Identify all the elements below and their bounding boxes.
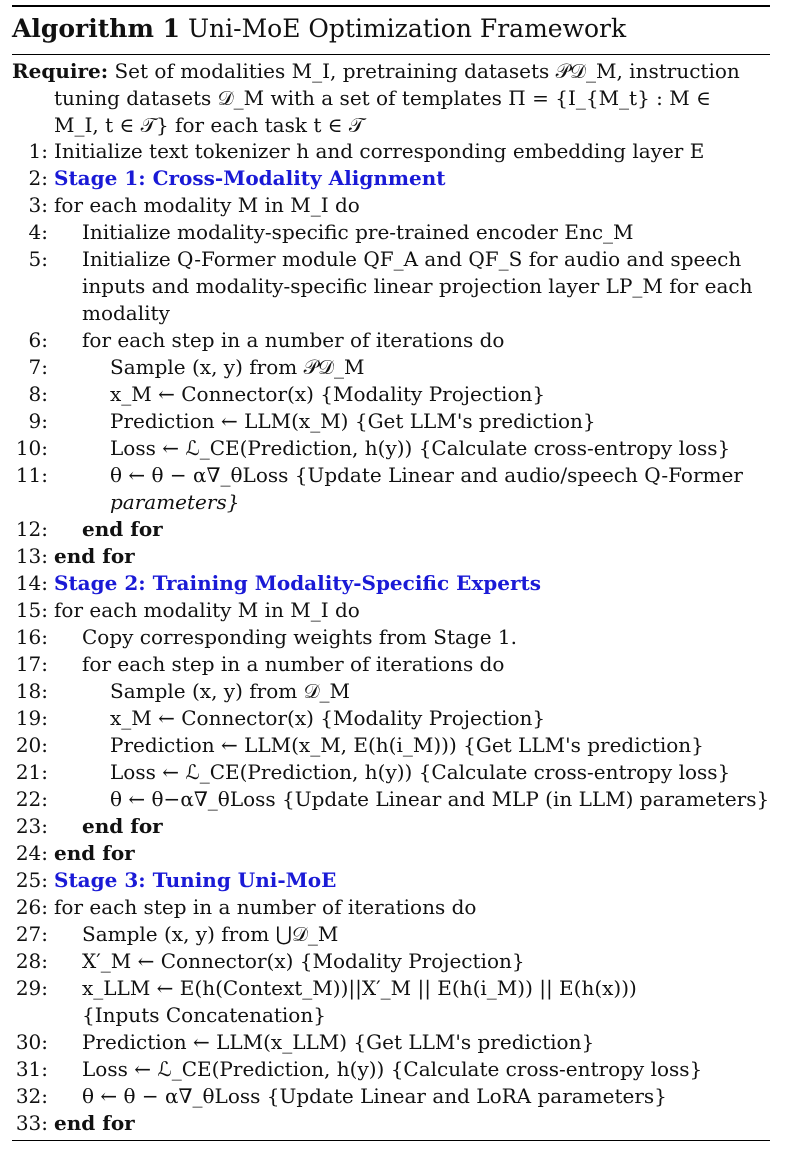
step-line: {Inputs Concatenation} xyxy=(82,1003,326,1027)
algorithm-label: Algorithm 1 xyxy=(12,14,180,43)
line-number: 7: xyxy=(28,355,48,379)
step-text: x_M ← Connector(x) {Modality Projection} xyxy=(110,382,546,406)
line-number: 5: xyxy=(28,247,48,271)
step-15 xyxy=(12,597,770,624)
step-29 xyxy=(12,975,770,1029)
line-number: 10: xyxy=(15,436,48,460)
stage-heading: Stage 3: Tuning Uni-MoE xyxy=(54,868,337,892)
step-text: end for xyxy=(82,814,163,838)
stage-heading: Stage 1: Cross-Modality Alignment xyxy=(54,166,446,190)
step-text: θ ← θ−α∇_θLoss {Update Linear and MLP (in LLM) parameters} xyxy=(110,787,770,811)
line-number: 19: xyxy=(15,706,48,730)
line-number: 2: xyxy=(28,166,48,190)
line-number: 28: xyxy=(15,949,48,973)
step-10 xyxy=(12,435,770,462)
line-number: 17: xyxy=(15,652,48,676)
step-line: parameters} xyxy=(110,490,240,514)
step-text: end for xyxy=(54,544,135,568)
algorithm-caption xyxy=(12,12,770,46)
step-18 xyxy=(12,678,770,705)
line-number: 30: xyxy=(15,1030,48,1054)
line-number: 33: xyxy=(15,1111,48,1135)
step-6 xyxy=(12,327,770,354)
step-8 xyxy=(12,381,770,408)
step-text: θ ← θ − α∇_θLoss {Update Linear and LoRA parameters} xyxy=(82,1084,667,1108)
line-number: 27: xyxy=(15,922,48,946)
line-number: 22: xyxy=(15,787,48,811)
step-text xyxy=(110,462,770,516)
line-number: 1: xyxy=(28,139,48,163)
step-22 xyxy=(12,786,770,813)
line-number: 11: xyxy=(15,463,48,487)
step-2 xyxy=(12,165,770,192)
step-9 xyxy=(12,408,770,435)
step-line: Initialize Q-Former module QF_A and QF_S for audio and speech xyxy=(82,247,742,271)
step-30 xyxy=(12,1029,770,1056)
step-12 xyxy=(12,516,770,543)
step-line: inputs and modality-specific linear projection layer LP_M for each xyxy=(82,274,753,298)
step-1 xyxy=(12,138,770,165)
step-16 xyxy=(12,624,770,651)
step-text: Sample (x, y) from 𝒫𝒟_M xyxy=(110,355,365,379)
step-31 xyxy=(12,1056,770,1083)
step-23 xyxy=(12,813,770,840)
step-line: θ ← θ − α∇_θLoss {Update Linear and audio/speech Q-Former xyxy=(110,463,743,487)
step-4 xyxy=(12,219,770,246)
line-number: 14: xyxy=(15,571,48,595)
line-number: 25: xyxy=(15,868,48,892)
step-text: end for xyxy=(54,841,135,865)
step-text: Initialize modality-specific pre-trained encoder Enc_M xyxy=(82,220,634,244)
step-17 xyxy=(12,651,770,678)
line-number: 8: xyxy=(28,382,48,406)
step-line: modality xyxy=(82,301,170,325)
algorithm-title: Uni-MoE Optimization Framework xyxy=(187,14,627,43)
step-text: for each step in a number of iterations do xyxy=(82,328,505,352)
line-number: 16: xyxy=(15,625,48,649)
step-13 xyxy=(12,543,770,570)
step-28 xyxy=(12,948,770,975)
step-text: end for xyxy=(54,1111,135,1135)
step-text: Sample (x, y) from 𝒟_M xyxy=(110,679,351,703)
step-text xyxy=(82,246,770,327)
step-text: for each step in a number of iterations do xyxy=(54,895,477,919)
step-text: Loss ← ℒ_CE(Prediction, h(y)) {Calculate cross-entropy loss} xyxy=(110,760,731,784)
step-line: x_LLM ← E(h(Context_M))||X′_M || E(h(i_M)) || E(h(x))) xyxy=(82,976,637,1000)
step-text: Loss ← ℒ_CE(Prediction, h(y)) {Calculate cross-entropy loss} xyxy=(110,436,731,460)
require-line: tuning datasets 𝒟_M with a set of templates Π = {I_{M_t} : M ∈ xyxy=(54,86,711,110)
line-number: 3: xyxy=(28,193,48,217)
line-number: 24: xyxy=(15,841,48,865)
step-text: for each modality M in M_I do xyxy=(54,598,360,622)
line-number: 13: xyxy=(15,544,48,568)
step-text: Loss ← ℒ_CE(Prediction, h(y)) {Calculate cross-entropy loss} xyxy=(82,1057,703,1081)
step-text: Copy corresponding weights from Stage 1. xyxy=(82,625,517,649)
step-26 xyxy=(12,894,770,921)
step-3 xyxy=(12,192,770,219)
line-number: 4: xyxy=(28,220,48,244)
require-keyword: Require: xyxy=(12,59,109,83)
line-number: 6: xyxy=(28,328,48,352)
line-number: 32: xyxy=(15,1084,48,1108)
line-number: 23: xyxy=(15,814,48,838)
step-14 xyxy=(12,570,770,597)
step-text: x_M ← Connector(x) {Modality Projection} xyxy=(110,706,546,730)
line-number: 18: xyxy=(15,679,48,703)
line-number: 26: xyxy=(15,895,48,919)
step-text: end for xyxy=(82,517,163,541)
step-19 xyxy=(12,705,770,732)
require-text: Set of modalities M_I, pretraining datasets 𝒫𝒟_M, instruction xyxy=(114,59,740,83)
require-line xyxy=(12,58,770,85)
step-5 xyxy=(12,246,770,327)
line-number: 15: xyxy=(15,598,48,622)
step-text: Prediction ← LLM(x_M) {Get LLM's prediction} xyxy=(110,409,596,433)
step-21 xyxy=(12,759,770,786)
caption-rule xyxy=(12,54,770,55)
step-32 xyxy=(12,1083,770,1110)
require-line: M_I, t ∈ 𝒯} for each task t ∈ 𝒯 xyxy=(54,113,365,137)
line-number: 12: xyxy=(15,517,48,541)
step-text: Prediction ← LLM(x_M, E(h(i_M))) {Get LLM's prediction} xyxy=(110,733,704,757)
line-number: 20: xyxy=(15,733,48,757)
line-number: 9: xyxy=(28,409,48,433)
top-rule xyxy=(12,5,770,7)
step-11 xyxy=(12,462,770,516)
step-25 xyxy=(12,867,770,894)
stage-heading: Stage 2: Training Modality-Specific Experts xyxy=(54,571,542,595)
require-block xyxy=(12,58,770,139)
step-33 xyxy=(12,1110,770,1137)
step-27 xyxy=(12,921,770,948)
step-text: Initialize text tokenizer h and corresponding embedding layer E xyxy=(54,139,705,163)
step-24 xyxy=(12,840,770,867)
line-number: 31: xyxy=(15,1057,48,1081)
step-7 xyxy=(12,354,770,381)
algorithm-steps xyxy=(12,138,770,1137)
step-text: Prediction ← LLM(x_LLM) {Get LLM's prediction} xyxy=(82,1030,595,1054)
step-text: X′_M ← Connector(x) {Modality Projection} xyxy=(82,949,525,973)
bottom-rule xyxy=(12,1140,770,1141)
line-number: 29: xyxy=(15,976,48,1000)
step-text: for each modality M in M_I do xyxy=(54,193,360,217)
line-number: 21: xyxy=(15,760,48,784)
step-text xyxy=(82,975,770,1029)
step-text: for each step in a number of iterations do xyxy=(82,652,505,676)
step-20 xyxy=(12,732,770,759)
step-text: Sample (x, y) from ⋃𝒟_M xyxy=(82,922,339,946)
